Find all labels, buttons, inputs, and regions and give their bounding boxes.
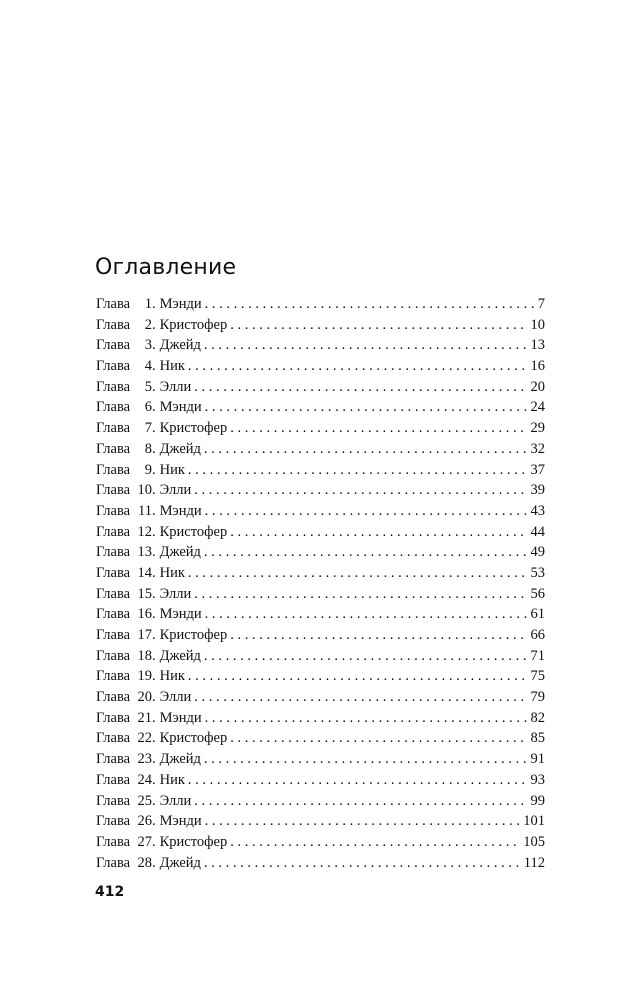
chapter-title: Джейд xyxy=(159,854,201,871)
chapter-number: 1 xyxy=(144,296,152,312)
chapter-title: Элли xyxy=(159,378,192,395)
number-period: . xyxy=(152,771,156,788)
chapter-page-number: 91 xyxy=(530,751,545,768)
chapter-page-number: 93 xyxy=(530,771,545,788)
dot-leader xyxy=(188,356,528,377)
chapter-word: Глава xyxy=(96,668,131,685)
number-period: . xyxy=(152,316,156,333)
chapter-title: Кристофер xyxy=(159,833,228,850)
chapter-page-number: 82 xyxy=(530,709,545,726)
number-period: . xyxy=(152,358,156,375)
dot-leader xyxy=(188,770,528,791)
dot-leader xyxy=(194,584,527,605)
chapter-page-number: 85 xyxy=(530,730,545,747)
chapter-page-number: 101 xyxy=(523,813,545,830)
chapter-title: Ник xyxy=(159,358,185,375)
dot-leader xyxy=(204,335,528,356)
chapter-title: Элли xyxy=(159,482,192,499)
chapter-word: Глава xyxy=(96,378,131,395)
chapter-title: Кристофер xyxy=(159,420,228,437)
chapter-word: Глава xyxy=(96,523,131,540)
dot-leader xyxy=(204,853,521,874)
chapter-page-number: 16 xyxy=(530,358,545,375)
chapter-number: 4 xyxy=(144,358,152,375)
dot-leader xyxy=(194,480,527,501)
chapter-title: Кристофер xyxy=(159,627,228,643)
number-period: . xyxy=(152,523,156,540)
toc-entry[interactable] xyxy=(96,294,545,315)
chapter-word: Глава xyxy=(96,585,131,602)
toc-entry[interactable] xyxy=(96,708,545,729)
chapter-title: Джейд xyxy=(159,337,201,354)
chapter-number: 13 xyxy=(137,544,152,561)
chapter-word: Глава xyxy=(96,316,131,333)
chapter-page-number: 32 xyxy=(530,440,545,457)
chapter-page-number: 24 xyxy=(530,399,545,416)
toc-entry[interactable] xyxy=(96,728,545,749)
toc-entry[interactable] xyxy=(96,377,545,398)
toc-entry[interactable] xyxy=(96,335,545,356)
chapter-number: 25 xyxy=(137,792,152,809)
chapter-word: Глава xyxy=(96,627,131,643)
dot-leader xyxy=(204,542,528,563)
number-period: . xyxy=(152,378,156,395)
number-period: . xyxy=(152,689,156,706)
chapter-word: Глава xyxy=(96,440,131,457)
number-period: . xyxy=(152,544,156,561)
dot-leader xyxy=(188,666,528,687)
number-period: . xyxy=(152,606,156,623)
toc-entry[interactable] xyxy=(96,522,545,543)
chapter-title: Ник xyxy=(159,461,185,478)
chapter-page-number: 53 xyxy=(530,564,545,581)
chapter-page-number: 105 xyxy=(523,833,545,850)
toc-entry[interactable] xyxy=(96,542,545,563)
chapter-page-number: 66 xyxy=(530,627,545,643)
chapter-title: Ник xyxy=(159,771,185,788)
chapter-page-number: 44 xyxy=(530,523,545,540)
chapter-title: Ник xyxy=(159,668,185,685)
chapter-number: 15 xyxy=(137,585,152,602)
number-period: . xyxy=(152,337,156,354)
chapter-page-number: 13 xyxy=(530,337,545,354)
number-period: . xyxy=(152,440,156,457)
chapter-number: 9 xyxy=(144,461,152,478)
table-of-contents xyxy=(96,294,545,873)
chapter-page-number: 61 xyxy=(530,606,545,623)
chapter-word: Глава xyxy=(96,813,131,830)
number-period: . xyxy=(152,854,156,871)
number-period: . xyxy=(152,482,156,499)
chapter-number: 2 xyxy=(144,316,152,333)
chapter-number: 23 xyxy=(137,751,152,768)
number-period: . xyxy=(152,627,156,643)
dot-leader xyxy=(230,728,527,749)
toc-entry[interactable] xyxy=(96,770,545,791)
dot-leader xyxy=(230,418,527,439)
chapter-number: 18 xyxy=(137,647,152,664)
chapter-word: Глава xyxy=(96,544,131,561)
chapter-word: Глава xyxy=(96,689,131,706)
number-period: . xyxy=(152,420,156,437)
chapter-word: Глава xyxy=(96,771,131,788)
chapter-number: 10 xyxy=(137,482,152,499)
chapter-page-number: 43 xyxy=(530,502,545,519)
chapter-title: Мэнди xyxy=(159,399,202,416)
dot-leader xyxy=(205,811,521,832)
chapter-number: 16 xyxy=(137,606,152,623)
chapter-title: Джейд xyxy=(159,440,201,457)
chapter-word: Глава xyxy=(96,792,131,809)
toc-entry[interactable] xyxy=(96,832,545,853)
chapter-word: Глава xyxy=(96,751,131,768)
chapter-word: Глава xyxy=(96,564,131,581)
number-period: . xyxy=(152,502,156,519)
number-period: . xyxy=(152,668,156,685)
dot-leader xyxy=(205,294,535,315)
chapter-word: Глава xyxy=(96,854,131,871)
number-period: . xyxy=(152,833,156,850)
chapter-number: 5 xyxy=(144,378,152,395)
number-period: . xyxy=(152,751,156,768)
chapter-number: 22 xyxy=(137,730,152,747)
number-period: . xyxy=(152,813,156,830)
chapter-title: Ник xyxy=(159,564,185,581)
chapter-page-number: 20 xyxy=(530,378,545,395)
number-period: . xyxy=(152,709,156,726)
toc-entry[interactable] xyxy=(96,501,545,522)
chapter-page-number: 37 xyxy=(530,461,545,478)
chapter-page-number: 10 xyxy=(530,316,545,333)
chapter-page-number: 71 xyxy=(530,647,545,664)
chapter-number: 24 xyxy=(137,771,152,788)
toc-entry[interactable] xyxy=(96,356,545,377)
dot-leader xyxy=(194,687,527,708)
dot-leader xyxy=(205,604,528,625)
chapter-title: Мэнди xyxy=(159,709,202,726)
chapter-word: Глава xyxy=(96,399,131,416)
chapter-number: 19 xyxy=(137,668,152,685)
chapter-number: 8 xyxy=(144,440,152,457)
chapter-number: 14 xyxy=(137,564,152,581)
dot-leader xyxy=(205,708,528,729)
chapter-title: Элли xyxy=(159,792,192,809)
number-period: . xyxy=(152,792,156,809)
toc-entry[interactable] xyxy=(96,397,545,418)
chapter-number: 11 xyxy=(138,502,152,519)
chapter-page-number: 99 xyxy=(530,792,545,809)
chapter-page-number: 79 xyxy=(530,689,545,706)
dot-leader xyxy=(230,522,527,543)
toc-entry[interactable] xyxy=(96,791,545,812)
chapter-title: Кристофер xyxy=(159,523,228,540)
chapter-word: Глава xyxy=(96,606,131,623)
toc-entry[interactable] xyxy=(96,811,545,832)
chapter-number: 28 xyxy=(137,854,152,871)
dot-leader xyxy=(194,791,527,812)
dot-leader xyxy=(194,377,527,398)
chapter-title: Элли xyxy=(159,585,192,602)
chapter-number: 21 xyxy=(137,709,152,726)
dot-leader xyxy=(204,749,528,770)
chapter-title: Мэнди xyxy=(159,813,202,830)
chapter-number: 27 xyxy=(137,833,152,850)
chapter-word: Глава xyxy=(96,420,131,437)
chapter-number: 3 xyxy=(144,337,152,354)
chapter-page-number: 49 xyxy=(530,544,545,561)
toc-entry[interactable] xyxy=(96,418,545,439)
toc-entry[interactable] xyxy=(96,646,545,667)
toc-entry[interactable] xyxy=(96,584,545,605)
chapter-title: Джейд xyxy=(159,544,201,561)
chapter-title: Джейд xyxy=(159,751,201,768)
chapter-title: Мэнди xyxy=(159,296,202,312)
chapter-page-number: 112 xyxy=(523,854,545,871)
number-period: . xyxy=(152,564,156,581)
number-period: . xyxy=(152,461,156,478)
chapter-number: 26 xyxy=(137,813,152,830)
chapter-word: Глава xyxy=(96,461,131,478)
chapter-word: Глава xyxy=(96,833,131,850)
chapter-page-number: 39 xyxy=(530,482,545,499)
dot-leader xyxy=(230,832,520,853)
toc-entry[interactable] xyxy=(96,749,545,770)
dot-leader xyxy=(188,460,528,481)
page-number: 412 xyxy=(95,884,125,900)
toc-entry[interactable] xyxy=(96,687,545,708)
chapter-word: Глава xyxy=(96,709,131,726)
number-period: . xyxy=(152,399,156,416)
dot-leader xyxy=(204,646,528,667)
toc-entry[interactable] xyxy=(96,853,545,874)
number-period: . xyxy=(152,647,156,664)
toc-entry[interactable] xyxy=(96,604,545,625)
chapter-title: Кристофер xyxy=(159,316,228,333)
chapter-number: 6 xyxy=(144,399,152,416)
chapter-number: 20 xyxy=(137,689,152,706)
number-period: . xyxy=(152,585,156,602)
chapter-word: Глава xyxy=(96,482,131,499)
toc-entry[interactable] xyxy=(96,563,545,584)
chapter-word: Глава xyxy=(96,358,131,375)
chapter-word: Глава xyxy=(96,296,131,312)
chapter-title: Мэнди xyxy=(159,606,202,623)
dot-leader xyxy=(230,625,527,646)
toc-entry[interactable] xyxy=(96,315,545,336)
number-period: . xyxy=(152,730,156,747)
chapter-title: Джейд xyxy=(159,647,201,664)
toc-entry[interactable] xyxy=(96,625,545,646)
chapter-page-number: 56 xyxy=(530,585,545,602)
toc-entry[interactable] xyxy=(96,460,545,481)
chapter-number: 7 xyxy=(144,420,152,437)
chapter-number: 12 xyxy=(137,523,152,540)
chapter-page-number: 29 xyxy=(530,420,545,437)
toc-entry[interactable] xyxy=(96,480,545,501)
chapter-number: 17 xyxy=(137,627,152,643)
chapter-title: Элли xyxy=(159,689,192,706)
number-period: . xyxy=(152,296,156,312)
dot-leader xyxy=(205,397,528,418)
dot-leader xyxy=(230,315,527,336)
page-title: Оглавление xyxy=(95,255,237,280)
dot-leader xyxy=(205,501,528,522)
chapter-page-number: 7 xyxy=(537,296,545,312)
toc-entry[interactable] xyxy=(96,666,545,687)
chapter-page-number: 75 xyxy=(530,668,545,685)
chapter-word: Глава xyxy=(96,647,131,664)
chapter-word: Глава xyxy=(96,730,131,747)
chapter-word: Глава xyxy=(96,337,131,354)
chapter-title: Кристофер xyxy=(159,730,228,747)
dot-leader xyxy=(188,563,528,584)
dot-leader xyxy=(204,439,528,460)
toc-entry[interactable] xyxy=(96,439,545,460)
chapter-word: Глава xyxy=(96,502,131,519)
chapter-title: Мэнди xyxy=(159,502,202,519)
